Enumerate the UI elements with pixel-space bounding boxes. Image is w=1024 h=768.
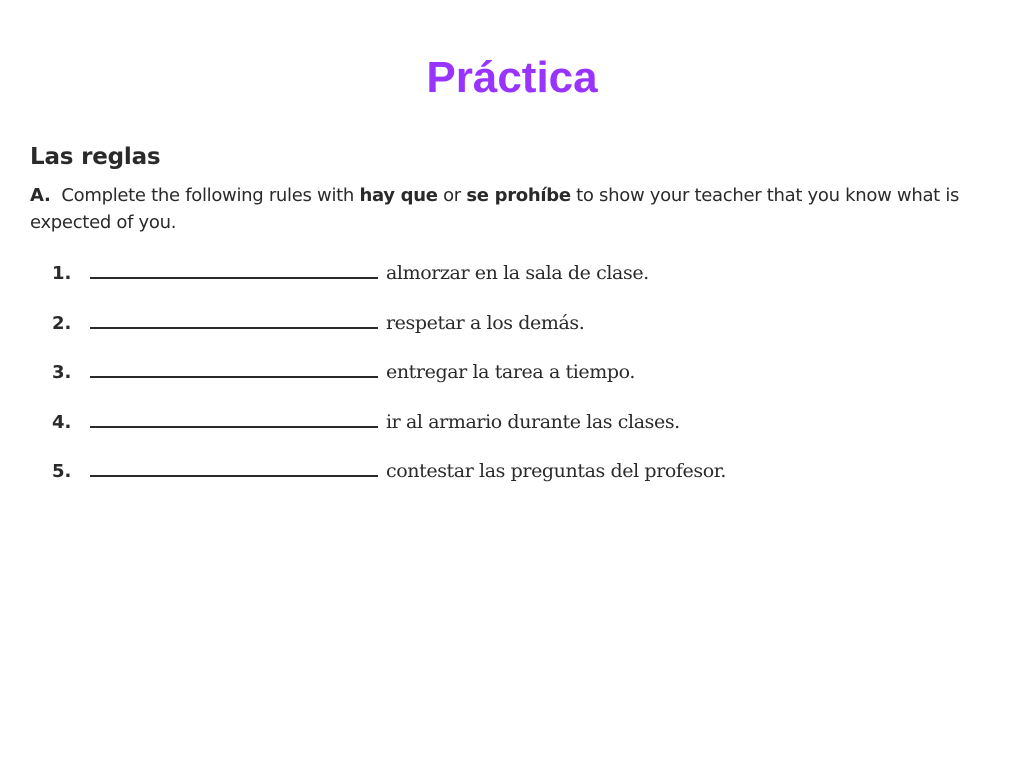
exercise-list	[28, 262, 998, 510]
exercise-item	[28, 411, 998, 461]
section-heading: Las reglas	[30, 144, 161, 170]
item-number: 3.	[52, 362, 72, 383]
instructions-bold-hay-que: hay que	[359, 185, 438, 206]
item-text: entregar la tarea a tiempo.	[386, 361, 636, 383]
instructions-part2: or	[443, 185, 461, 206]
slide-title: Práctica	[426, 53, 598, 102]
answer-blank[interactable]	[90, 362, 378, 378]
item-number: 1.	[52, 263, 72, 284]
exercise-item	[28, 312, 998, 362]
item-text: ir al armario durante las clases.	[386, 410, 680, 433]
answer-blank[interactable]	[90, 263, 378, 279]
item-number: 4.	[52, 411, 72, 433]
exercise-item	[28, 361, 998, 411]
answer-blank[interactable]	[90, 313, 378, 329]
instructions	[30, 182, 998, 236]
item-number: 5.	[52, 461, 72, 482]
instructions-bold-se-prohibe: se prohíbe	[466, 185, 571, 206]
instructions-part3: to show your teacher that you know what is expected of you.	[30, 185, 960, 233]
answer-blank[interactable]	[90, 412, 378, 428]
item-text: contestar las preguntas del profesor.	[386, 460, 727, 482]
item-text: almorzar en la sala de clase.	[386, 262, 649, 284]
item-number: 2.	[52, 312, 72, 334]
item-text: respetar a los demás.	[386, 311, 585, 334]
instructions-part1: Complete the following rules with	[61, 185, 355, 206]
answer-blank[interactable]	[90, 461, 378, 477]
instructions-label: A.	[30, 185, 51, 206]
exercise-item	[28, 262, 998, 312]
exercise-item	[28, 460, 998, 510]
worksheet	[28, 140, 998, 510]
